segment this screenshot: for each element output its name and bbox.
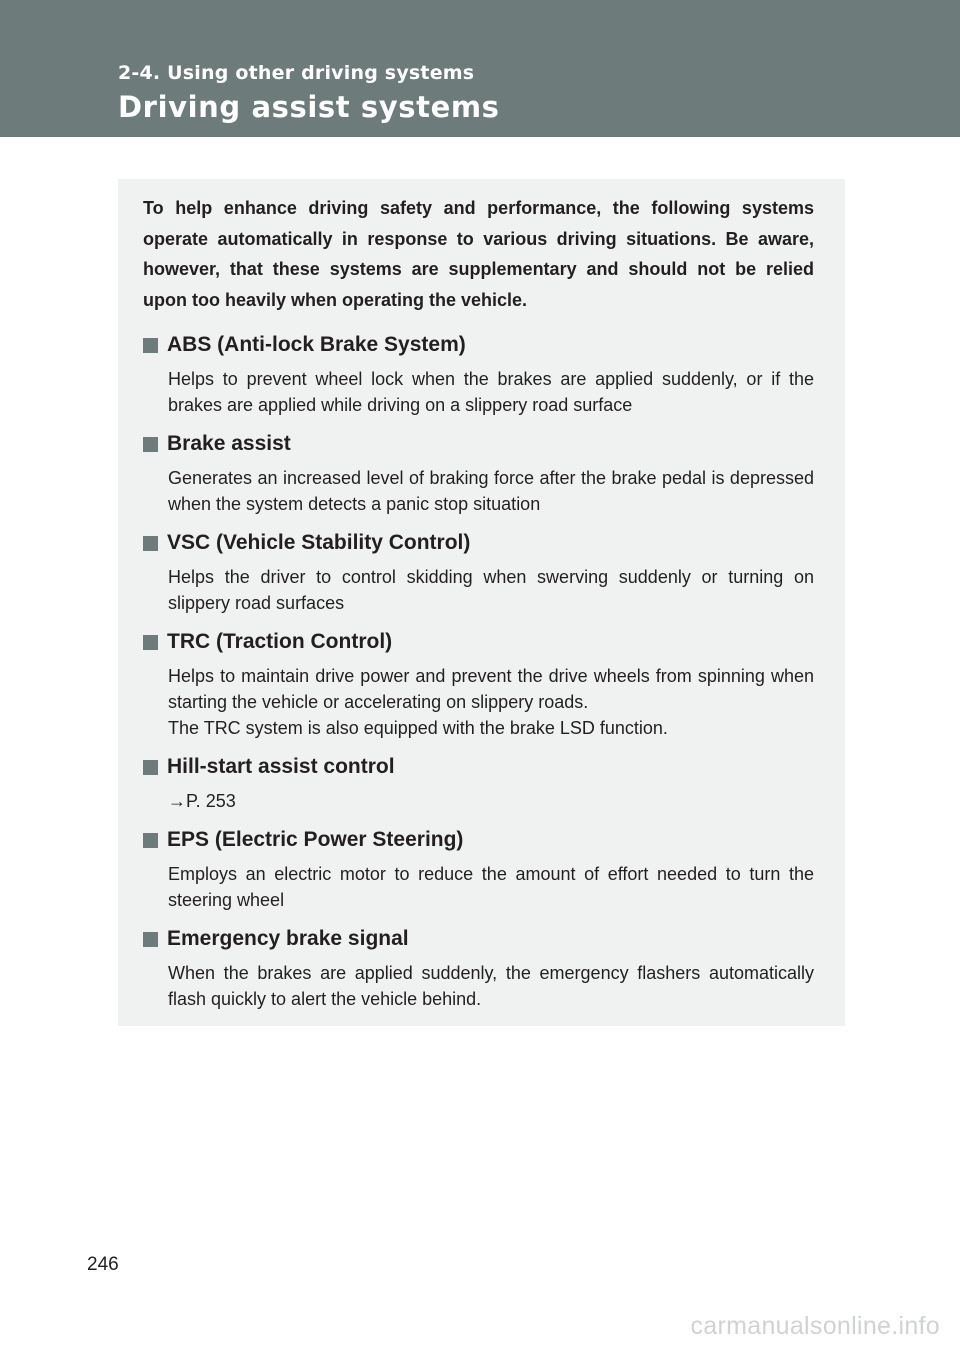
item-body bbox=[168, 960, 814, 1012]
square-bullet-icon bbox=[143, 437, 158, 452]
item-trc bbox=[143, 629, 814, 741]
item-heading-text: TRC (Traction Control) bbox=[167, 630, 393, 653]
page-title: Driving assist systems bbox=[118, 90, 500, 124]
item-heading bbox=[143, 431, 814, 457]
page-number: 246 bbox=[87, 1254, 119, 1275]
item-heading bbox=[143, 754, 814, 780]
item-hill-start bbox=[143, 754, 814, 814]
item-eps bbox=[143, 827, 814, 913]
item-heading bbox=[143, 827, 814, 853]
item-body-text: The TRC system is also equipped with the brake LSD function. bbox=[168, 718, 668, 738]
item-heading bbox=[143, 530, 814, 556]
page-reference-link[interactable]: →P. 253 bbox=[168, 791, 236, 811]
item-emergency-brake-signal bbox=[143, 926, 814, 1012]
item-heading-text: EPS (Electric Power Steering) bbox=[167, 828, 464, 851]
item-body bbox=[168, 564, 814, 616]
item-body bbox=[168, 465, 814, 517]
item-body bbox=[168, 788, 814, 814]
square-bullet-icon bbox=[143, 536, 158, 551]
item-heading bbox=[143, 332, 814, 358]
item-body-text: Helps the driver to control skidding when swerving suddenly or turning on slippery road surfaces bbox=[168, 567, 814, 613]
square-bullet-icon bbox=[143, 833, 158, 848]
item-heading bbox=[143, 926, 814, 952]
item-heading-text: ABS (Anti-lock Brake System) bbox=[167, 333, 466, 356]
item-vsc bbox=[143, 530, 814, 616]
content-box bbox=[118, 179, 845, 1026]
item-heading-text: Hill-start assist control bbox=[167, 755, 395, 778]
item-heading-text: VSC (Vehicle Stability Control) bbox=[167, 531, 471, 554]
item-body-text: Generates an increased level of braking force after the brake pedal is depressed when the system detects a panic stop situation bbox=[168, 468, 814, 514]
item-brake-assist bbox=[143, 431, 814, 517]
intro-paragraph: To help enhance driving safety and performance, the following systems operate automatically in response to various driving situations. Be aware, however, that these systems are supplementary and should not be relied upon too heavily when operating the vehicle. bbox=[143, 198, 814, 310]
square-bullet-icon bbox=[143, 338, 158, 353]
item-body-text: Employs an electric motor to reduce the amount of effort needed to turn the steering wheel bbox=[168, 864, 814, 910]
item-body-text: When the brakes are applied suddenly, the emergency flashers automatically flash quickly to alert the vehicle behind. bbox=[168, 963, 814, 1009]
item-body-text: Helps to prevent wheel lock when the brakes are applied suddenly, or if the brakes are applied while driving on a slippery road surface bbox=[168, 369, 814, 415]
square-bullet-icon bbox=[143, 760, 158, 775]
item-abs bbox=[143, 332, 814, 418]
item-heading-text: Brake assist bbox=[167, 432, 291, 455]
square-bullet-icon bbox=[143, 635, 158, 650]
item-body bbox=[168, 861, 814, 913]
item-body bbox=[168, 663, 814, 741]
square-bullet-icon bbox=[143, 932, 158, 947]
item-body-text: Helps to maintain drive power and prevent the drive wheels from spinning when starting the vehicle or accelerating on slippery roads. bbox=[168, 666, 814, 712]
item-heading bbox=[143, 629, 814, 655]
section-label: 2-4. Using other driving systems bbox=[118, 62, 475, 84]
item-body bbox=[168, 366, 814, 418]
page-header bbox=[0, 0, 960, 137]
watermark: carmanualsonline.info bbox=[690, 1312, 940, 1340]
item-heading-text: Emergency brake signal bbox=[167, 927, 409, 950]
